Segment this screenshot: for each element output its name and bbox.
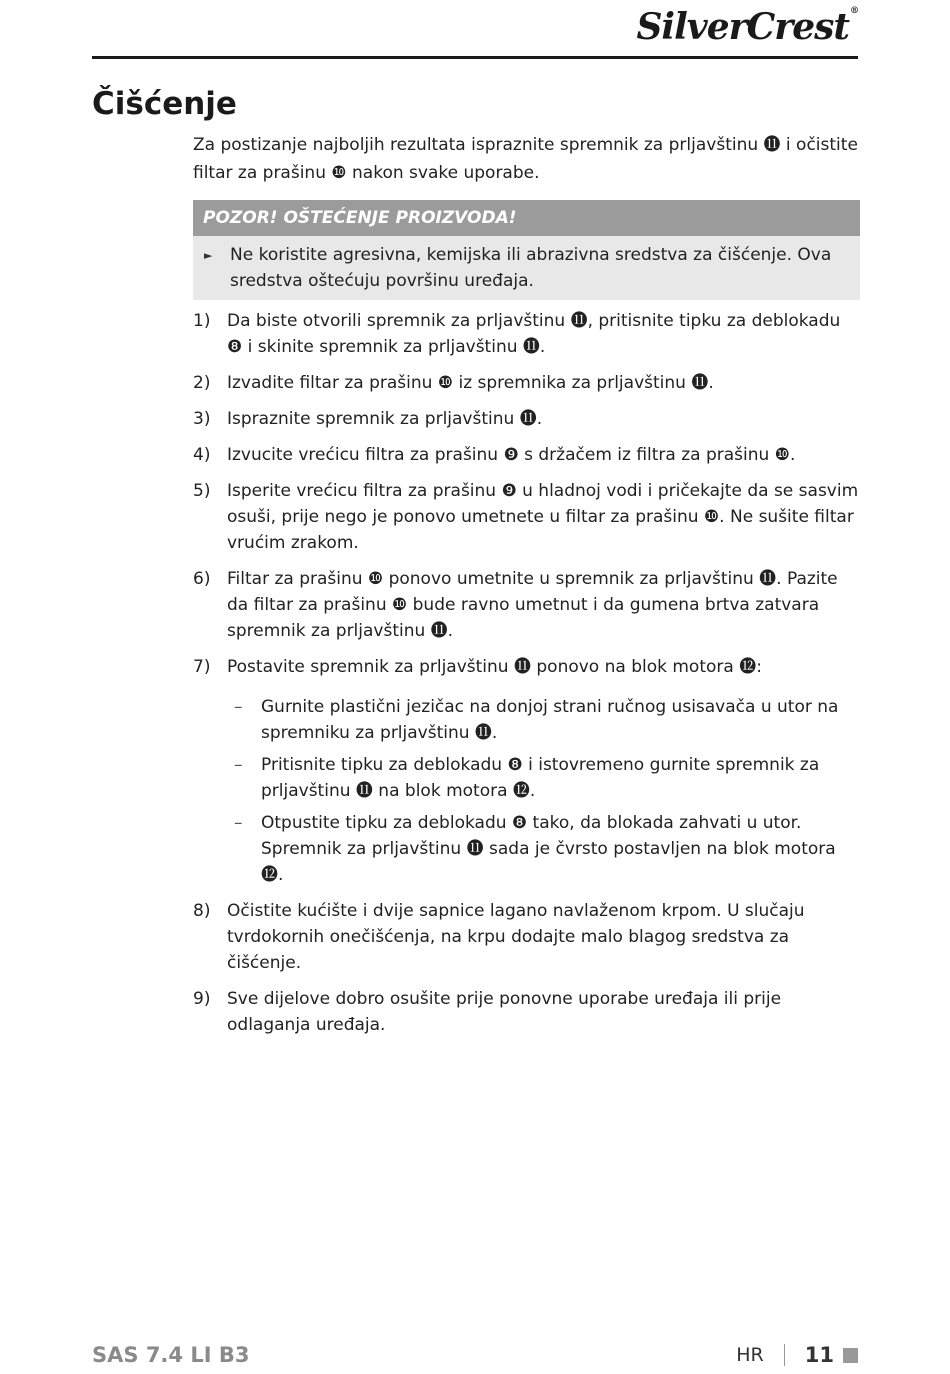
step-item: [193, 566, 860, 644]
step-number: 6): [193, 569, 211, 589]
warning-body: [193, 236, 860, 300]
registered-mark: ®: [850, 6, 858, 16]
warning-text: Ne koristite agresivna, kemijska ili abrazivna sredstva za čišćenje. Ova sredstva oštećuju površinu uređaja.: [230, 245, 832, 291]
step-text: Izvadite filtar za prašinu ❿ iz spremnika za prljavštinu ⓫.: [227, 373, 714, 393]
step-text: Sve dijelove dobro osušite prije ponovne uporabe uređaja ili prije odlaganja uređaja.: [227, 989, 782, 1035]
step-item: [193, 370, 860, 396]
step-item: [193, 986, 860, 1038]
model-number: SAS 7.4 LI B3: [92, 1343, 250, 1367]
step-text: Ispraznite spremnik za prljavštinu ⓫.: [227, 409, 543, 429]
brand-logo: SilverCrest®: [636, 6, 858, 48]
language-code: HR: [736, 1344, 764, 1366]
step-text: Izvucite vrećicu filtra za prašinu ❾ s držačem iz filtra za prašinu ❿.: [227, 445, 796, 465]
substep-list: [227, 694, 860, 888]
step-number: 2): [193, 373, 211, 393]
dash-bullet: –: [234, 697, 243, 717]
substep-text: Pritisnite tipku za deblokadu ❽ i istovremeno gurnite spremnik za prljavštinu ⓫ na blok motora ⓬.: [261, 755, 820, 801]
warning-heading: POZOR! OŠTEĆENJE PROIZVODA!: [193, 200, 860, 236]
main-content: [193, 131, 860, 1048]
substep-text: Otpustite tipku za deblokadu ❽ tako, da blokada zahvati u utor. Spremnik za prljavštinu ⓫ sada je čvrsto postavljen na blok motora ⓬.: [261, 813, 836, 885]
arrow-right-icon: ►: [204, 249, 213, 262]
step-item: [193, 308, 860, 360]
warning-box: [193, 200, 860, 300]
step-item: [193, 406, 860, 432]
substep-text: Gurnite plastični jezičac na donjoj strani ručnog usisavača u utor na spremniku za prljavštinu ⓫.: [261, 697, 839, 743]
step-text: Postavite spremnik za prljavštinu ⓫ ponovo na blok motora ⓬:: [227, 657, 762, 677]
step-text: Filtar za prašinu ❿ ponovo umetnite u spremnik za prljavštinu ⓫. Pazite da filtar za prašinu ❿ bude ravno umetnut i da gumena brtva zatvara spremnik za prljavštinu ⓫.: [227, 569, 838, 641]
step-number: 1): [193, 311, 211, 331]
dash-bullet: –: [234, 813, 243, 833]
page-title: Čišćenje: [92, 86, 237, 122]
step-item: [193, 442, 860, 468]
footer-divider: [784, 1344, 785, 1366]
step-number: 8): [193, 901, 211, 921]
step-text: Da biste otvorili spremnik za prljavštinu ⓫, pritisnite tipku za deblokadu ❽ i skinite spremnik za prljavštinu ⓫.: [227, 311, 841, 357]
step-text: Isperite vrećicu filtra za prašinu ❾ u hladnoj vodi i pričekajte da se sasvim osuši, prije nego je ponovo umetnete u filtar za prašinu ❿. Ne sušite filtar vrućim zrakom.: [227, 481, 859, 553]
intro-paragraph: Za postizanje najboljih rezultata ispraznite spremnik za prljavštinu ⓫ i očistite filtar za prašinu ❿ nakon svake uporabe.: [193, 135, 858, 183]
dash-bullet: –: [234, 755, 243, 775]
square-icon: [843, 1348, 858, 1363]
substep-item: [227, 752, 860, 804]
page-number: 11: [804, 1343, 834, 1367]
step-item: [193, 898, 860, 976]
page-footer: [736, 1343, 858, 1367]
step-number: 5): [193, 481, 211, 501]
step-text: Očistite kućište i dvije sapnice lagano navlaženom krpom. U slučaju tvrdokornih onečišćenja, na krpu dodajte malo blagog sredstva za čišćenje.: [227, 901, 805, 973]
step-number: 9): [193, 989, 211, 1009]
cleaning-steps: [193, 308, 860, 1038]
substep-item: [227, 810, 860, 888]
step-number: 3): [193, 409, 211, 429]
step-item: [193, 478, 860, 556]
substep-item: [227, 694, 860, 746]
step-number: 7): [193, 657, 211, 677]
step-item: [193, 654, 860, 888]
header-rule: [92, 56, 858, 59]
step-number: 4): [193, 445, 211, 465]
